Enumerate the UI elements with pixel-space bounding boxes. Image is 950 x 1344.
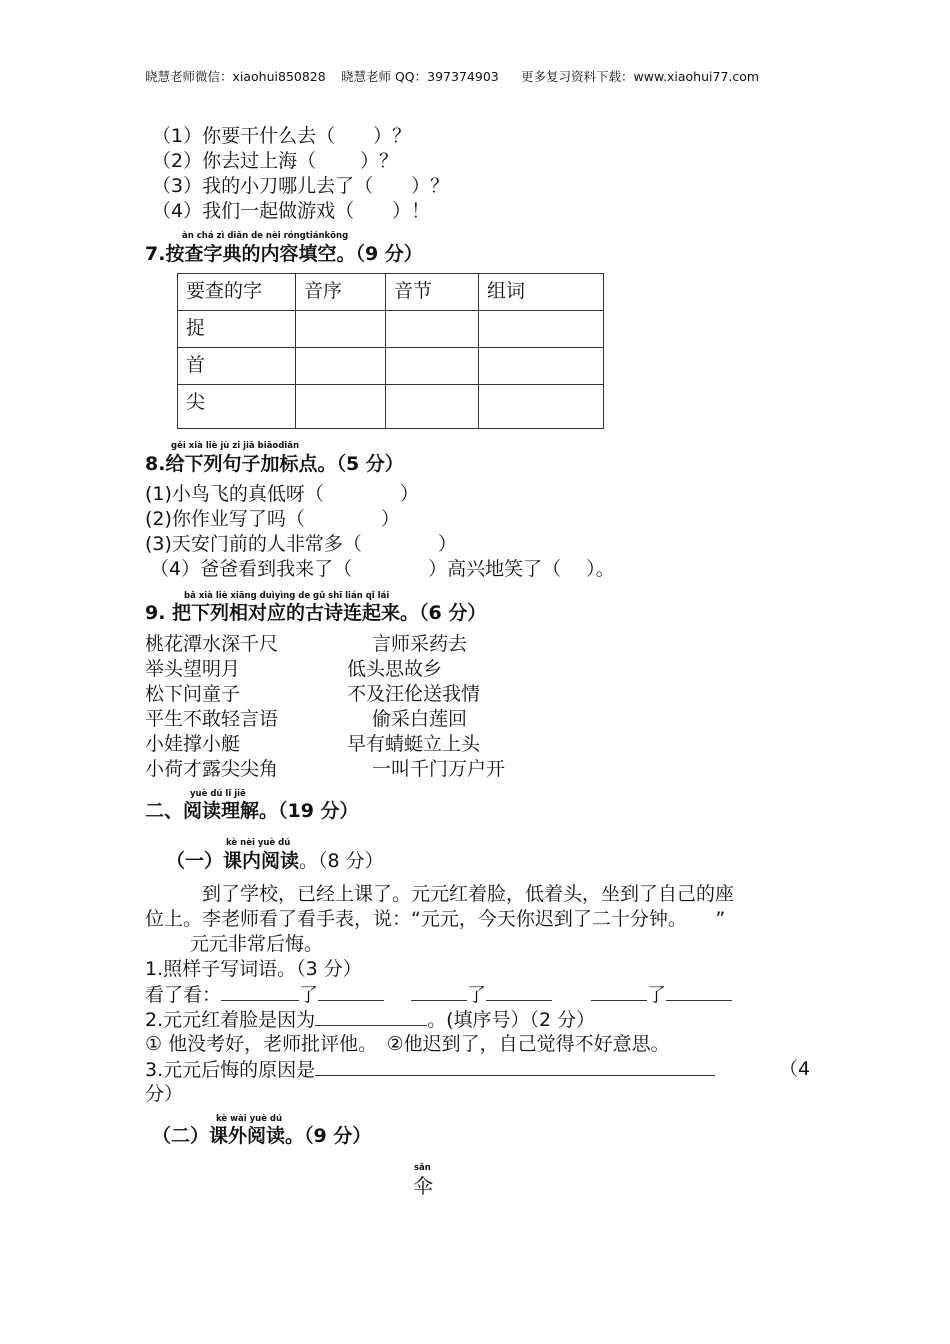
example-label: 看了看：	[145, 984, 222, 1006]
q8-item-4: （4）爸爸看到我来了（ ）高兴地笑了（ ）。	[150, 558, 615, 580]
q8-item-3: (3)天安门前的人非常多（ ）	[145, 533, 457, 555]
part1-q2-options: ① 他没考好，老师批评他。 ②他迟到了，自己觉得不好意思。	[145, 1033, 670, 1055]
q3-score-b: 分）	[145, 1083, 184, 1105]
part1-score: 。（8 分）	[299, 850, 384, 872]
q9-pinyin: bǎ xià liè xiāng duìyìng de gǔ shī lián qǐ lái	[184, 591, 390, 601]
q6-item-4: （4）我们一起做游戏（ ）！	[152, 200, 431, 222]
answer-blank[interactable]	[486, 982, 552, 1001]
part1-q1-blank-2	[411, 982, 552, 1007]
poem-line-left[interactable]: 平生不敢轻言语	[145, 708, 279, 730]
q7-pinyin: àn chá zì diǎn de nèi róngtiánkōng	[182, 231, 349, 241]
poem-line-left[interactable]: 举头望明月	[145, 658, 241, 680]
table-cell-char: 捉	[178, 311, 296, 348]
poem-line-right[interactable]: 低头思故乡	[347, 658, 443, 680]
le-char: 了	[467, 984, 487, 1006]
table-cell-char: 尖	[178, 385, 296, 429]
poem-title-pinyin: sǎn	[414, 1163, 431, 1173]
table-cell-blank[interactable]	[386, 311, 479, 348]
answer-blank[interactable]	[666, 982, 732, 1001]
table-cell-blank[interactable]	[296, 385, 386, 429]
table-header-syllable: 音节	[386, 274, 479, 311]
dictionary-table	[177, 273, 604, 429]
q6-item-1: （1）你要干什么去（ ）？	[152, 125, 412, 147]
table-header-row	[178, 274, 604, 311]
q8-title: 8.给下列句子加标点。（5 分）	[145, 453, 404, 475]
part2-title: （二）课外阅读。（9 分）	[152, 1125, 372, 1147]
header-site: 更多复习资料下载：www.xiaohui77.com	[521, 69, 760, 84]
q6-item-3: （3）我的小刀哪儿去了（ ）？	[152, 175, 450, 197]
passage-line-2: 位上。李老师看了看手表，说：“元元，今天你迟到了二十分钟。 ”	[145, 908, 726, 930]
table-cell-char: 首	[178, 348, 296, 385]
q8-pinyin: gěi xià liè jù zi jiā biāodiǎn	[171, 441, 299, 451]
poem-line-right[interactable]: 不及汪伦送我情	[347, 683, 481, 705]
poem-line-left[interactable]: 小娃撑小艇	[145, 733, 241, 755]
poem-line-left[interactable]: 松下问童子	[145, 683, 241, 705]
q2-suffix: 。(填序号）（2 分）	[427, 1009, 596, 1031]
le-char: 了	[647, 984, 667, 1006]
answer-blank[interactable]	[591, 982, 647, 1001]
poem-line-right[interactable]: 言师采药去	[372, 633, 468, 655]
table-cell-blank[interactable]	[386, 348, 479, 385]
table-header-words: 组词	[479, 274, 604, 311]
part1-q3	[145, 1057, 715, 1082]
table-header-char: 要查的字	[178, 274, 296, 311]
passage-line-1: 到了学校，已经上课了。元元红着脸，低着头，坐到了自己的座	[202, 883, 735, 905]
part2-pinyin: kè wài yuè dú	[216, 1114, 283, 1124]
table-cell-blank[interactable]	[386, 385, 479, 429]
poem-line-right[interactable]: 早有蜻蜓立上头	[347, 733, 481, 755]
header-wechat: 晓慧老师微信：xiaohui850828	[145, 69, 326, 84]
answer-blank[interactable]	[411, 982, 467, 1001]
answer-blank[interactable]	[221, 982, 299, 1001]
q7-title: 7.按查字典的内容填空。（9 分）	[145, 243, 423, 265]
table-header-initial: 音序	[296, 274, 386, 311]
q3-score-a: （4	[779, 1058, 811, 1080]
table-row	[178, 348, 604, 385]
le-char: 了	[299, 984, 319, 1006]
q3-prefix: 3.元元后悔的原因是	[145, 1059, 316, 1081]
part1-q1-example	[145, 982, 384, 1007]
table-cell-blank[interactable]	[296, 311, 386, 348]
answer-blank[interactable]	[318, 982, 384, 1001]
q8-item-1: (1)小鸟飞的真低呀（ ）	[145, 483, 419, 505]
passage-line-3: 元元非常后悔。	[190, 933, 324, 955]
part1-q1-blank-3	[591, 982, 732, 1007]
part1-q2	[145, 1007, 595, 1032]
section2-pinyin: yuè dú lǐ jiě	[190, 789, 246, 799]
part1-title: （一）课内阅读	[166, 850, 300, 872]
table-row	[178, 311, 604, 348]
part1-heading	[166, 849, 384, 873]
q8-item-2: (2)你作业写了吗（ ）	[145, 508, 400, 530]
table-cell-blank[interactable]	[479, 385, 604, 429]
table-cell-blank[interactable]	[479, 311, 604, 348]
q2-prefix: 2.元元红着脸是因为	[145, 1009, 316, 1031]
header-qq: 晓慧老师 QQ：397374903	[341, 69, 499, 84]
poem-title: 伞	[413, 1174, 433, 1198]
table-cell-blank[interactable]	[479, 348, 604, 385]
poem-line-right[interactable]: 一叫千门万户开	[372, 758, 506, 780]
answer-blank[interactable]	[315, 1007, 427, 1026]
q9-title: 9. 把下列相对应的古诗连起来。（6 分）	[145, 602, 487, 624]
section2-title: 二、阅读理解。（19 分）	[145, 800, 359, 822]
table-cell-blank[interactable]	[296, 348, 386, 385]
part1-q1: 1.照样子写词语。（3 分）	[145, 958, 362, 980]
part1-pinyin: kè nèi yuè dú	[226, 838, 291, 848]
poem-line-right[interactable]: 偷采白莲回	[372, 708, 468, 730]
answer-blank[interactable]	[315, 1057, 715, 1076]
q6-item-2: （2）你去过上海（ ）？	[152, 150, 399, 172]
poem-line-left[interactable]: 小荷才露尖尖角	[145, 758, 279, 780]
poem-line-left[interactable]: 桃花潭水深千尺	[145, 633, 279, 655]
table-row	[178, 385, 604, 429]
